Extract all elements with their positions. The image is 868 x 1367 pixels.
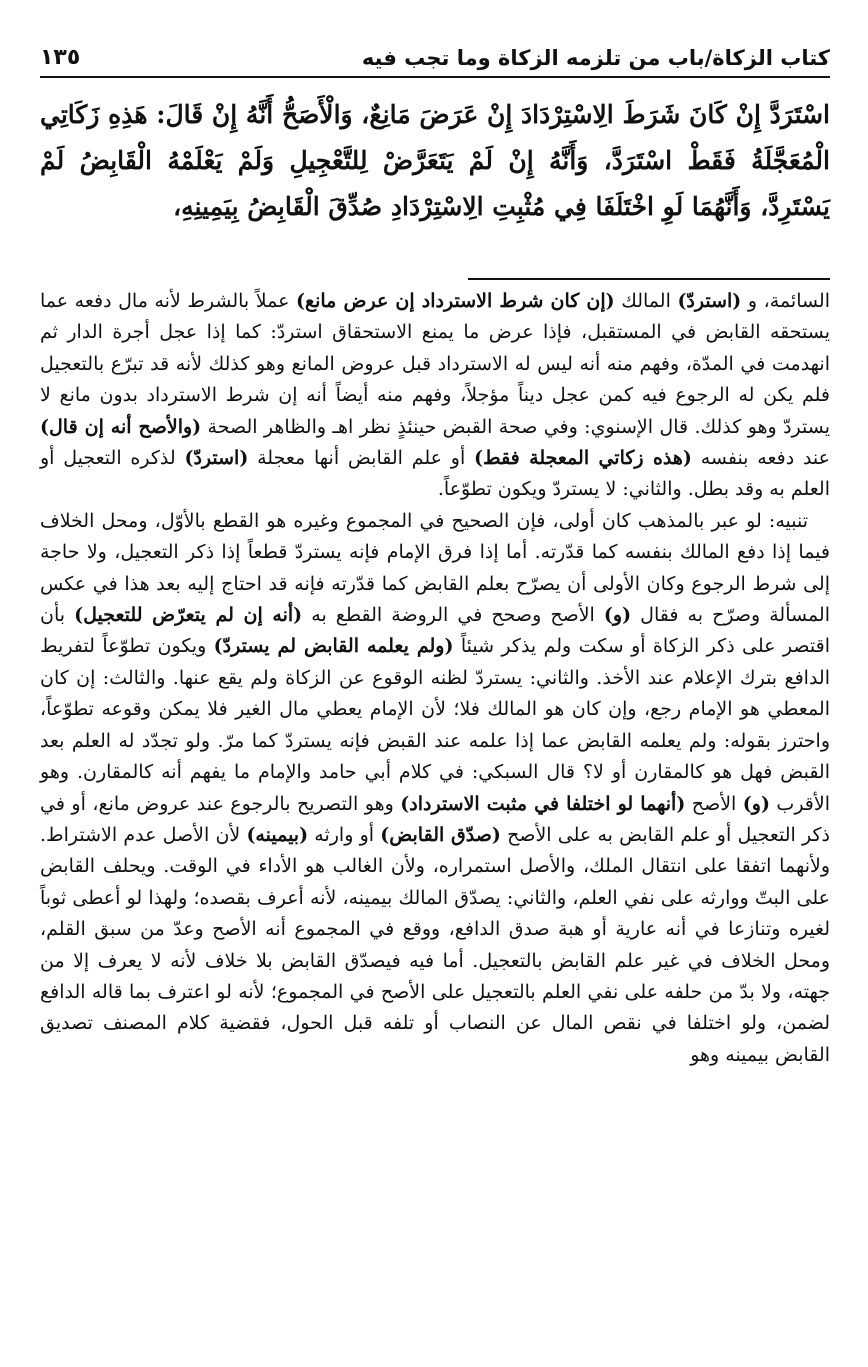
bold-quoted-text: (ولم يعلمه القابض لم يستردّ) bbox=[213, 635, 454, 658]
page-number: ١٣٥ bbox=[40, 45, 81, 70]
commentary-text: السائمة، و bbox=[741, 290, 830, 312]
bold-quoted-text: (والأصح أنه إن قال) bbox=[40, 415, 202, 438]
commentary-text: وهو التصريح بالرجوع عند عروض مانع، أو في ذكر التعجيل أو علم القابض به على الأصح bbox=[40, 792, 830, 846]
matn-paragraph: اسْتَرَدَّ إِنْ كَانَ شَرَطَ الِاسْتِرْدَادَ إِنْ عَرَضَ مَانِعٌ، وَالْأَصَحُّ أَنَّهُ إِنْ قَالَ: هَذِهِ زَكَاتِي الْمُعَجَّلَةُ فَقَطْ اسْتَرَدَّ، وَأَنَّهُ إِنْ لَمْ يَتَعَرَّضْ لِلتَّعْجِيلِ وَلَمْ يَعْلَمْهُ الْقَابِضُ لَمْ يَسْتَرِدَّ، وَأَنَّهُمَا لَوِ اخْتَلَفَا فِي مُثْبِتِ الِاسْتِرْدَادِ صُدِّقَ الْقَابِضُ بِيَمِينِهِ، bbox=[40, 100, 831, 221]
commentary-text: بأن اقتصر على ذكر الزكاة أو سكت ولم يذكر شيئاً bbox=[40, 604, 830, 658]
bold-quoted-text: (و) bbox=[603, 604, 632, 627]
bold-quoted-text: (إن كان شرط الاسترداد إن عرض مانع) bbox=[296, 290, 615, 312]
bold-quoted-text: (استردّ) bbox=[184, 447, 249, 470]
commentary-block bbox=[40, 286, 830, 1071]
bold-quoted-text: (صدّق القابض) bbox=[380, 823, 501, 846]
commentary-text: أو وارثه bbox=[308, 823, 381, 846]
commentary-text: المالك bbox=[614, 290, 678, 312]
commentary-text: عملاً بالشرط لأنه مال دفعه عما يستحقه القابض في المستقبل، فإذا عرض ما يمنع الاستحقاق استردّ: كما إذا عجل أجرة الدار ثم انهدمت في المدّة، وفهم منه أنه ليس له الاسترداد قبل عروض المانع وهو كذلك لأنه قد تبرّع بالتعجيل فلم يكن له الرجوع فيه كمن عجل ديناً مؤجلاً، وفهم منه أيضاً أنه إن شرط الاسترداد بدون مانع لا يستردّ وهو كذلك. قال الإسنوي: وفي صحة القبض حينئذٍ نظر اهـ والظاهر الصحة bbox=[40, 290, 830, 438]
running-header bbox=[40, 30, 830, 78]
chapter-title: كتاب الزكاة/باب من تلزمه الزكاة وما تجب فيه bbox=[361, 46, 830, 70]
commentary-text: أو علم القابض أنها معجلة bbox=[248, 447, 475, 470]
commentary-text: الأصح bbox=[685, 792, 743, 815]
bold-quoted-text: (أنهما لو اختلفا في مثبت الاسترداد) bbox=[400, 792, 686, 815]
commentary-text: ويكون تطوّعاً لتفريط الدافع بترك الإعلام عند الأخذ. والثاني: يستردّ لظنه الوقوع عن الزكاة ولم يقع عنها. والثالث: إن كان المعطي هو الإمام رجع، وإن كان هو المالك فلا؛ لأن الإمام يعطي مال الغير فلا يمكن وقوعه تطوّعاً، واحترز بقوله: ولم يعلمه القابض عما إذا علمه عند القبض فإنه يستردّ كما مرّ. ولو تجدّد له العلم بعد القبض فهل هو كالمقارن أو لا؟ قال السبكي: في كلام أبي حامد والإمام ما يفهم أنه كالمقارن. وهو الأقرب bbox=[40, 635, 830, 815]
bold-quoted-text: (أنه إن لم يتعرّض للتعجيل) bbox=[74, 604, 303, 627]
footnote-separator bbox=[468, 278, 830, 280]
commentary-text: لأن الأصل عدم الاشتراط. ولأنهما اتفقا على انتقال الملك، والأصل استمراره، ولأن الغالب هو الأداء في الوقت. ويحلف القابض على البتّ ووارثه على نفي العلم، والثاني: يصدّق المالك بيمينه، لأنه أعرف بقصده؛ ولهذا لو أعطى ثوباً لغيره وتنازعا في أنه عارية أو هبة صدق الدافع، ووقع في المجموع أنه الأصح وعدّ من سبق القلم، ومحل الخلاف في غير علم القابض بالتعجيل. أما فيه فيصدّق القابض بلا خلاف لأنه لا يعرف إلا من جهته، ولا بدّ من حلفه على نفي العلم بالتعجيل على الأصح في المجموع؛ لأنه لو اعترف بما قاله الدافع لضمن، ولو اختلفا في نقص المال عن النصاب أو تلفه قبل الحول، فقضية كلام المصنف تصديق القابض بيمينه وهو bbox=[40, 823, 830, 1066]
commentary-text: تنبيه: لو عبر بالمذهب كان أولى، فإن الصحيح في المجموع وغيره هو القطع بالأوّل، ومحل الخلاف فيما إذا دفع المالك بنفسه كما قدّرته. أما إذا فرق الإمام فإنه يستردّ قطعاً إذا ذكر التعجيل، ولا حاجة إلى شرط الرجوع وكان الأولى أن يصرّح بعلم القابض كما قدّرته فإنه قد احتاج إليه بعد هذا في عكس المسألة وصرّح به فقال bbox=[40, 509, 830, 627]
commentary-paragraph-1 bbox=[40, 286, 830, 506]
bold-quoted-text: (هذه زكاتي المعجلة فقط) bbox=[474, 447, 692, 470]
bold-quoted-text: (بيمينه) bbox=[246, 823, 309, 846]
bold-quoted-text: (و) bbox=[742, 792, 770, 815]
commentary-text: عند دفعه بنفسه bbox=[691, 447, 830, 470]
commentary-text: الأصح وصحح في الروضة القطع به bbox=[302, 604, 604, 627]
matn-text-block bbox=[40, 92, 830, 230]
bold-quoted-text: (استردّ) bbox=[677, 290, 742, 312]
commentary-text: لذكره التعجيل أو العلم به وقد بطل. والثاني: لا يستردّ ويكون تطوّعاً. bbox=[40, 447, 830, 501]
commentary-paragraph-2 bbox=[40, 506, 830, 1071]
